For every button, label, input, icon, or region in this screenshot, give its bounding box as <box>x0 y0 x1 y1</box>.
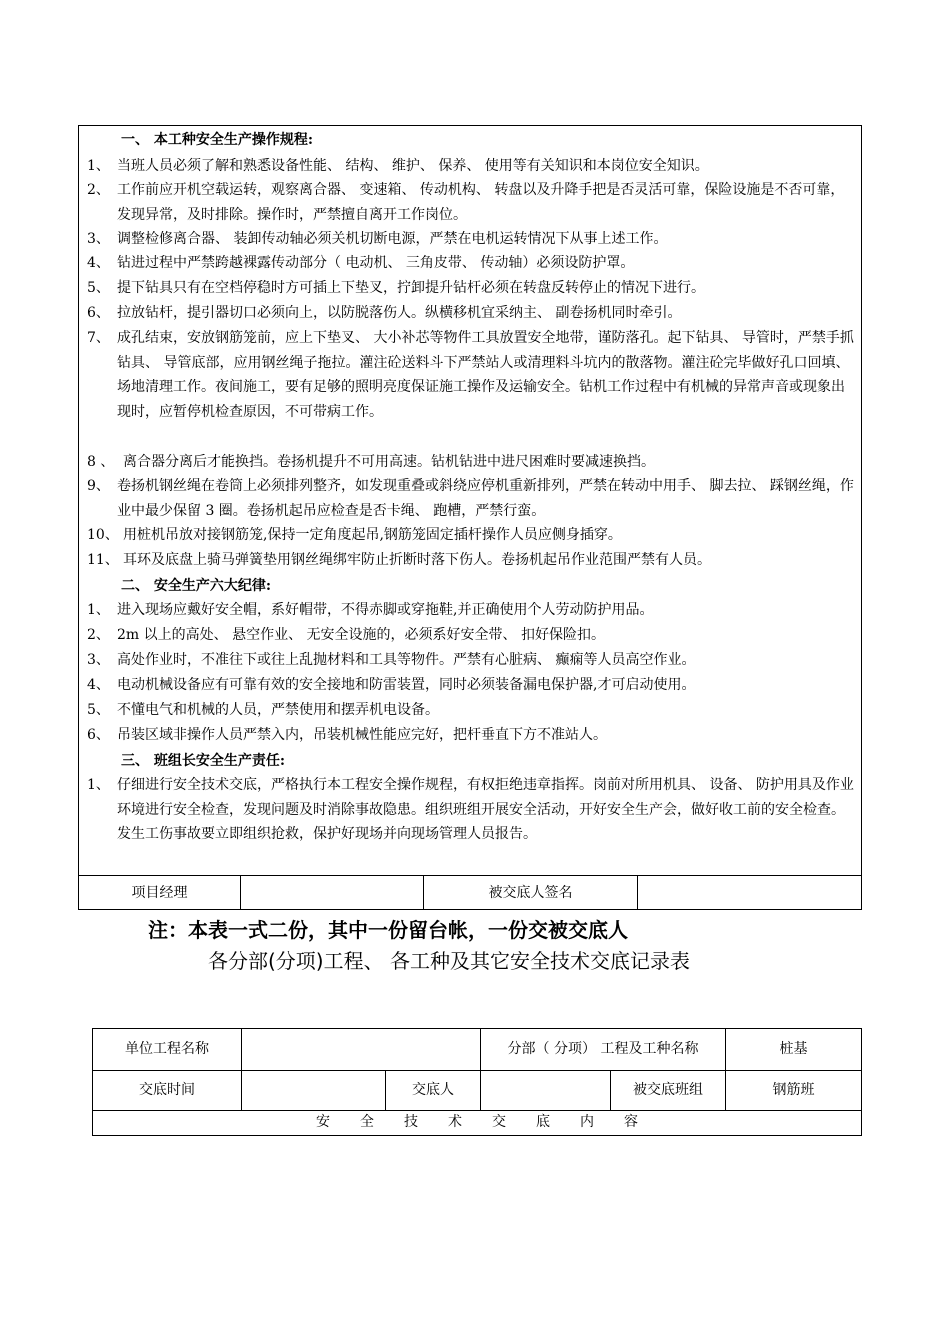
unit-project-label: 单位工程名称 <box>125 1041 209 1057</box>
project-manager-signature[interactable] <box>241 876 423 910</box>
section-heading-1: 一、 本工种安全生产操作规程: <box>121 132 314 148</box>
discipline-item: 1、 进入现场应戴好安全帽，系好帽带，不得赤脚或穿拖鞋,并正确使用个人劳动防护用品。 <box>87 602 654 618</box>
discloser-value[interactable] <box>481 1070 610 1110</box>
rule-item: 10、 用桩机吊放对接钢筋笼,保持一定角度起吊,钢筋笼固定插杆操作人员应侧身插穿。 <box>87 527 622 543</box>
discloser-label: 交底人 <box>412 1082 454 1098</box>
rule-item: 2、 工作前应开机空载运转，观察离合器、 变速箱、 传动机构、 转盘以及升降手把是否灵活可靠，保险设施是不否可靠，发现异常，及时排除。操作时，严禁擅自离开工作岗位。 <box>87 182 845 223</box>
form-title: 各分部(分项)工程、 各工种及其它安全技术交底记录表 <box>208 949 690 973</box>
project-manager-label: 项目经理 <box>131 885 188 901</box>
section-heading-3: 三、 班组长安全生产责任: <box>121 753 286 769</box>
discipline-item: 2、 2m 以上的高处、 悬空作业、 无安全设施的，必须系好安全带、 扣好保险扣。 <box>87 627 605 643</box>
discipline-item: 4、 电动机械设备应有可靠有效的安全接地和防雷装置，同时必须装备漏电保护器,才可启动使用。 <box>87 677 696 693</box>
discipline-item: 3、 高处作业时，不准往下或往上乱抛材料和工具等物件。严禁有心脏病、 癫痫等人员高空作业。 <box>87 652 696 668</box>
rule-item: 7、 成孔结束，安放钢筋笼前，应上下垫叉、 大小补芯等物件工具放置安全地带，谨防落孔。起下钻具、 导管时，严禁手抓钻具、 导管底部，应用钢丝绳子拖拉。灌注砼送料斗下严禁站人或清理料斗坑内的散落物。灌注砼完毕做好孔口回填、 场地清理工作。夜间施工，要有足够的照明亮度保证施工操作及运输安全。钻机工作过程中有机械的异常声音或现象出现时，应暂停机检查原因，不可带病工作。 <box>87 330 854 420</box>
rule-item: 11、 耳环及底盘上骑马弹簧垫用钢丝绳绑牢防止折断时落下伤人。卷扬机起吊作业范围严禁有人员。 <box>87 552 711 568</box>
discipline-item: 5、 不懂电气和机械的人员，严禁使用和摆弄机电设备。 <box>87 702 439 718</box>
section-heading-2: 二、 安全生产六大纪律: <box>121 578 272 594</box>
signature-row <box>79 875 861 910</box>
recipient-signature[interactable] <box>638 876 861 910</box>
disclosure-time-label: 交底时间 <box>139 1082 195 1098</box>
sub-project-label: 分部（ 分项） 工程及工种名称 <box>507 1041 699 1057</box>
rule-item: 4、 钻进过程中严禁跨越裸露传动部分（ 电动机、 三角皮带、 传动轴）必须设防护罩。 <box>87 255 635 271</box>
disclosure-record-table <box>92 1028 862 1136</box>
rule-item: 9、 卷扬机钢丝绳在卷筒上必须排列整齐，如发现重叠或斜绕应停机重新排列，严禁在转动中用手、 脚去拉、 踩钢丝绳，作业中最少保留 3 圈。卷扬机起吊应检查是否卡绳、 跑槽，严禁行蛮。 <box>87 478 854 519</box>
sub-project-value[interactable]: 桩基 <box>779 1041 808 1057</box>
rule-item: 3、 调整检修离合器、 装卸传动轴必须关机切断电源，严禁在电机运转情况下从事上述工作。 <box>87 231 668 247</box>
unit-project-value[interactable] <box>242 1029 480 1070</box>
rule-item: 8 、 离合器分离后才能换挡。卷扬机提升不可用高速。钻机钻进中进尺困难时要减速换挡。 <box>87 454 655 470</box>
team-label: 被交底班组 <box>633 1082 703 1098</box>
team-value[interactable]: 钢筋班 <box>772 1082 815 1098</box>
rule-item: 1、 当班人员必须了解和熟悉设备性能、 结构、 维护、 保养、 使用等有关知识和本岗位安全知识。 <box>87 158 709 174</box>
table-note: 注：本表一式二份，其中一份留台帐，一份交被交底人 <box>148 918 628 942</box>
disclosure-time-value[interactable] <box>242 1070 385 1110</box>
discipline-item: 6、 吊装区域非操作人员严禁入内，吊装机械性能应完好，把杆垂直下方不准站人。 <box>87 727 607 743</box>
safety-rules-table <box>78 125 862 910</box>
rule-item: 6、 拉放钻杆，提引器切口必须向上，以防脱落伤人。纵横移机宜采纳主、 副卷扬机同时牵引。 <box>87 305 682 321</box>
recipient-signature-label: 被交底人签名 <box>488 885 573 901</box>
content-header: 安全技术交底内容 <box>316 1114 668 1130</box>
rule-item: 5、 提下钻具只有在空档停稳时方可插上下垫叉，拧卸提升钻杆必须在转盘反转停止的情况下进行。 <box>87 280 705 296</box>
responsibility-item: 1、 仔细进行安全技术交底，严格执行本工程安全操作规程，有权拒绝违章指挥。岗前对所用机具、 设备、 防护用具及作业环境进行安全检查，发现问题及时消除事故隐患。组织班组开展安全活动，开好安全生产会，做好收工前的安全检查。发生工伤事故要立即组织抢救，保护好现场并向现场管理人员报告。 <box>87 777 854 842</box>
rules-content <box>79 126 861 875</box>
